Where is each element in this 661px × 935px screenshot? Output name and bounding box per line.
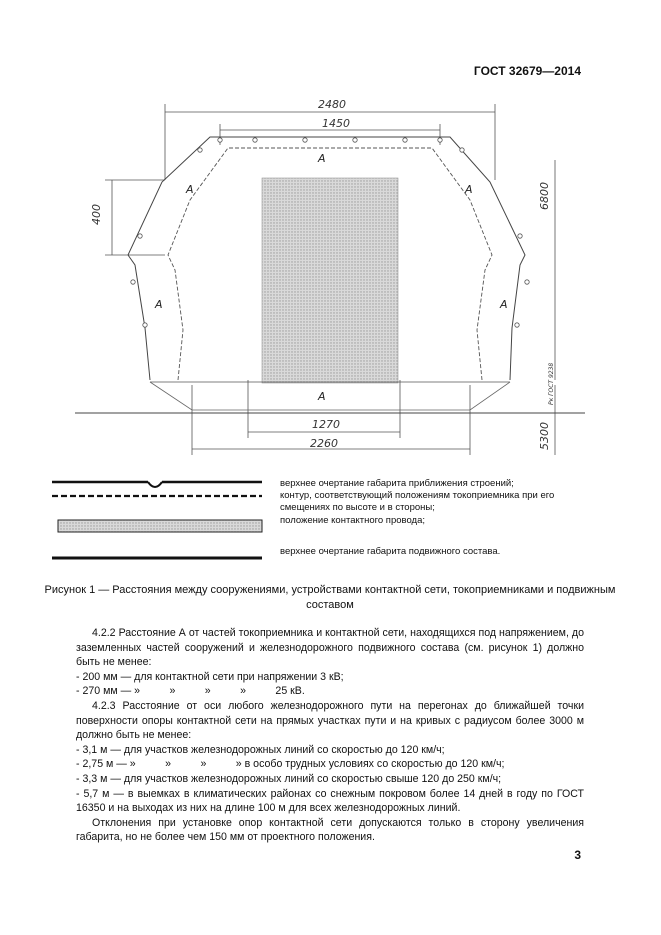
contact-wire-area: [262, 178, 398, 383]
dim-2480: 2480: [318, 98, 346, 111]
paragraph-4-2-2: 4.2.2 Расстояние А от частей токоприемника и контактной сети, находящихся под напряжением, до заземленных частей сооружений и железнодорожного подвижного состава (см. рисунок 1) должно быть не менее:: [76, 627, 584, 669]
dim-1270: 1270: [312, 418, 340, 431]
list-item: - 5,7 м — в выемках в климатических районах со снежным покровом более 14 дней в году по ГОСТ 16350 и на выходах из них на длине 100 м для всех железнодорожных линий.: [76, 787, 584, 815]
body-text: [76, 626, 584, 845]
legend-text-3: положение контактного провода;: [280, 515, 425, 526]
label-a-bottom: A: [318, 390, 326, 403]
rail-note: Рк ГОСТ 9238: [548, 362, 555, 405]
list-item: - 200 мм — для контактной сети при напряжении 3 кВ;: [76, 670, 344, 683]
paragraph-deviation: Отклонения при установке опор контактной сети допускаются только в сторону увеличения габарита, но не более чем 150 мм от проектного положения.: [76, 816, 584, 844]
list-item: - 3,3 м — для участков железнодорожных линий со скоростью свыше 120 до 250 км/ч;: [76, 772, 502, 785]
label-a-lower-right: A: [500, 298, 508, 311]
paragraph-4-2-3: 4.2.3 Расстояние от оси любого железнодорожного пути на перегонах до ближайшей точки поверхности опоры контактной сети на прямых участках пути и на кривых с радиусом более 3000 м должно быть не менее:: [76, 699, 584, 742]
page-number: 3: [574, 848, 581, 862]
label-a-lower-left: A: [155, 298, 163, 311]
figure-caption: Рисунок 1 — Расстояния между сооружениями, устройствами контактной сети, токоприемниками и подвижным составом: [44, 584, 616, 611]
label-a-top: A: [318, 152, 326, 165]
label-a-upper-right: A: [465, 183, 473, 196]
standard-header: ГОСТ 32679—2014: [473, 64, 581, 78]
legend-text-1: верхнее очертание габарита приближения строений;: [280, 478, 514, 489]
legend-text-4: верхнее очертание габарита подвижного состава.: [280, 546, 501, 557]
dim-2260: 2260: [310, 437, 338, 450]
dim-6800: 6800: [538, 182, 551, 210]
list-item: - 2,75 м — » » » » в особо трудных условиях со скоростью до 120 км/ч;: [76, 758, 505, 771]
list-item: - 270 мм — » » » » 25 кВ.: [76, 685, 305, 698]
dim-5300: 5300: [538, 422, 551, 450]
dim-1450: 1450: [322, 117, 350, 130]
label-a-upper-left: A: [186, 183, 194, 196]
legend-text-2: контур, соответствующий положениям токоприемника при его смещениях по высоте и в стороны;: [280, 490, 555, 513]
dim-400: 400: [90, 204, 103, 225]
legend-samples: [52, 482, 262, 558]
list-item: - 3,1 м — для участков железнодорожных линий со скоростью до 120 км/ч;: [76, 743, 445, 756]
